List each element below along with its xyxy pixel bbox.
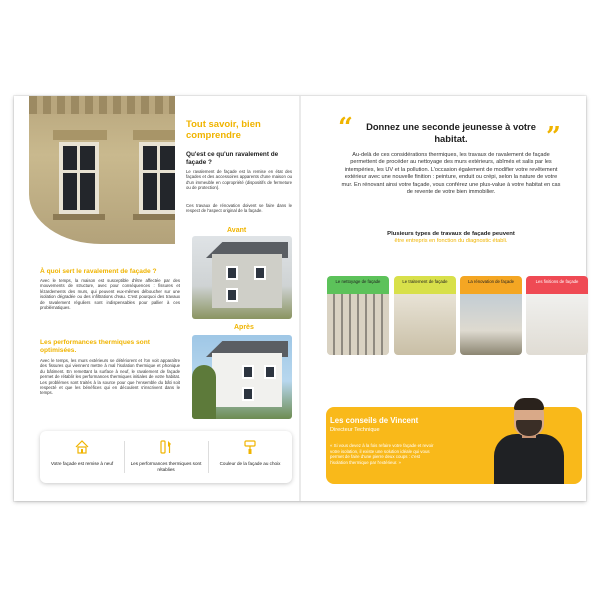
right-page	[300, 96, 586, 501]
tools-icon	[158, 439, 174, 455]
before-label: Avant	[227, 227, 247, 234]
close-quote-icon: ”	[546, 122, 561, 152]
before-photo	[192, 236, 292, 319]
section-title: Tout savoir, bien comprendre	[186, 119, 261, 141]
card-photo	[460, 294, 522, 355]
performance-heading: Les performances thermiques sont optimisées.	[40, 339, 150, 354]
types-title: Plusieurs types de travaux de façade peuvent	[387, 231, 515, 237]
hero-photo-old-facade	[29, 96, 175, 244]
card-label: Les finitions de façade	[526, 276, 588, 294]
feature-label: Votre façade est remise à neuf	[50, 461, 114, 466]
open-quote-icon: “	[338, 113, 353, 143]
advice-role: Directeur Technique	[330, 427, 380, 433]
palette-icon	[242, 439, 258, 455]
card-photo	[526, 294, 588, 355]
left-page	[14, 96, 300, 501]
card-renovation	[460, 276, 522, 355]
intro-paragraph: Le ravalement de façade est la remise en état des façades et des accessoires apparents d'une maison ou d'un immeuble en copropriété (dispositifs de fermeture ou de protection).	[186, 169, 292, 191]
question-heading: Qu'est ce qu'un ravalement de façade ?	[186, 151, 279, 166]
card-label: La rénovation de façade	[460, 276, 522, 294]
intro-paragraph-2: Ces travaux de rénovation doivent se faire dans le respect de l'aspect original de la façade.	[186, 203, 292, 214]
card-finishing	[526, 276, 588, 355]
purpose-paragraph: Avec le temps, la maison est susceptible d'être affectée par des mouvements de structure, avec pour conséquences : fissures et lézardements des murs, qui peuvent eux-mêmes déboucher sur une isolation dégradée ou des infiltrations d'eau. C'est pourquoi des travaux de ravalement réguliers sont indispensables pour pallier à ces problématiques.	[40, 278, 180, 311]
card-treatment	[394, 276, 456, 355]
after-label: Après	[234, 324, 254, 331]
card-label: Le traitement de façade	[394, 276, 456, 294]
feature-label: Les performances thermiques sont rétablies	[130, 461, 202, 472]
right-body: Au-delà de ces considérations thermiques, les travaux de ravalement de façade permettent de procéder au nettoyage des murs extérieurs, abîmés et salis par les intempéries, les UV et la pollution. L'occasion également de modifier votre revêtement extérieur avec une nouvelle finition : peinture, enduit ou crépi, selon la nature de votre mur. En rénovant ainsi votre façade, vous conférez une plus-value à votre habitat en cas de revente de votre bien immobilier.	[341, 152, 561, 196]
feature-facade	[40, 431, 124, 483]
types-subtitle: être entrepris en fonction du diagnostic établi.	[394, 238, 508, 244]
card-photo	[394, 294, 456, 355]
features-box	[40, 431, 292, 483]
card-photo	[327, 294, 389, 355]
feature-label: Couleur de la façade au choix	[219, 461, 281, 466]
house-icon	[74, 439, 90, 455]
advisor-portrait	[484, 394, 574, 484]
feature-thermal	[124, 431, 208, 483]
performance-paragraph: Avec le temps, les murs extérieurs se détériorent et l'on voit apparaître des fissures qui viennent mettre à mal l'isolation thermique et phonique du bâtiment. En remettant la surface à neuf, le ravalement de façade permet de rétablir les performances thermiques initiales de votre habitat. Les problèmes sont traités à la source pour que l'ensemble du bâti soit respecté et que les bénéfices qui en découlent s'inscrivent dans le temps.	[40, 358, 180, 396]
purpose-heading: À quoi sert le ravalement de façade ?	[40, 268, 157, 275]
brochure-spread	[14, 96, 586, 501]
feature-color	[208, 431, 292, 483]
advice-text: « Si vous devez à la fois refaire votre façade et revoir votre isolation, il existe une solution idéale qui vous permet de faire d'une pierre deux coups : c'est l'isolation thermique par l'extérieur. »	[330, 443, 434, 465]
card-cleaning	[327, 276, 389, 355]
card-label: Le nettoyage de façade	[327, 276, 389, 294]
after-photo	[192, 335, 292, 419]
right-heading: Donnez une seconde jeunesse à votre habitat.	[366, 121, 536, 144]
advice-name: Les conseils de Vincent	[330, 416, 419, 425]
